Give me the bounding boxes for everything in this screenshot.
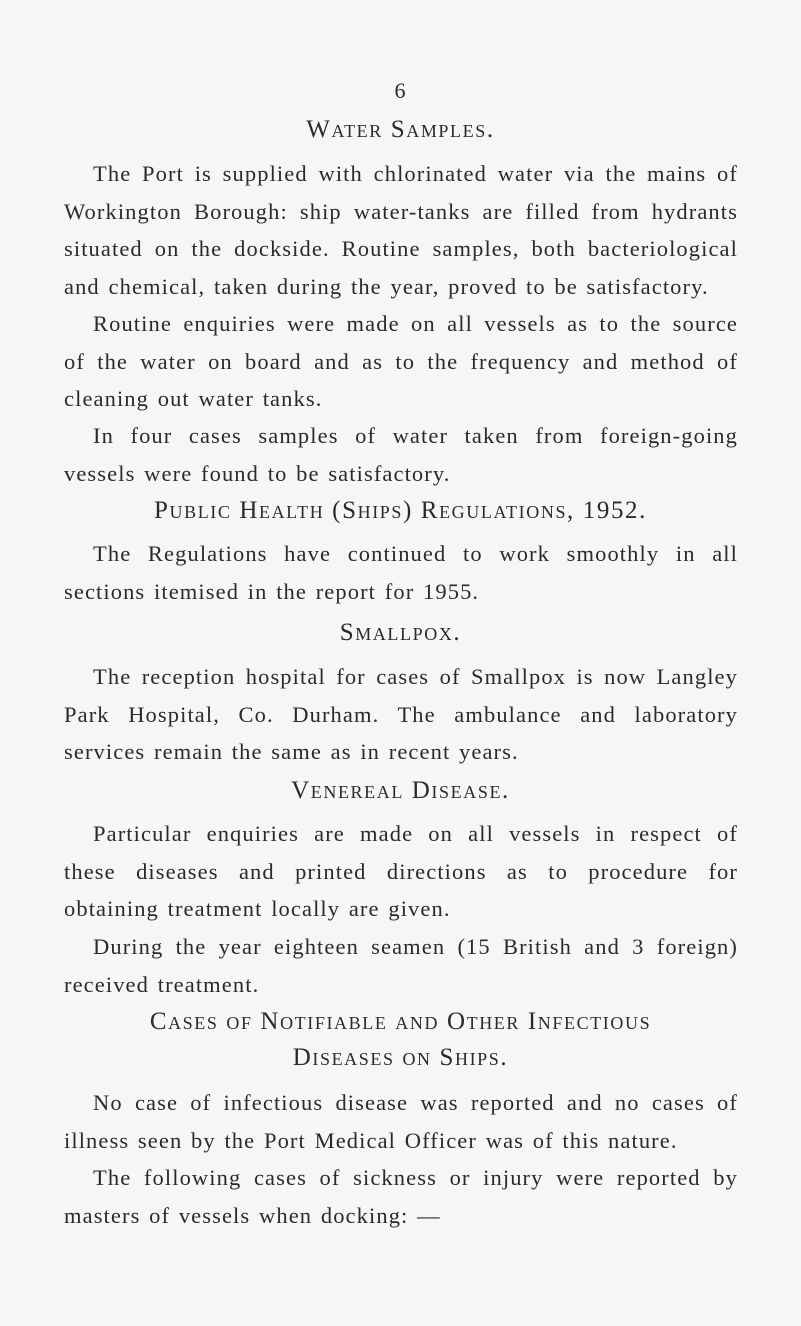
- paragraph-venereal-enquiries: Particular enquiries are made on all vessels in respect of these diseases and printed directions as to procedure for obtaining treatment locally are given.: [64, 821, 738, 921]
- paragraph-no-infectious-cases: No case of infectious disease was reported and no cases of illness seen by the Port Medical Officer was of this nature.: [64, 1090, 738, 1153]
- paragraph-smallpox: The reception hospital for cases of Smallpox is now Langley Park Hospital, Co. Durham. The ambulance and laboratory services remain the same as in recent years.: [64, 664, 738, 764]
- paragraph-regulations: The Regulations have continued to work smoothly in all sections itemised in the report for 1955.: [64, 541, 738, 604]
- heading-smallpox: Smallpox.: [339, 619, 462, 646]
- page-number: 6: [394, 78, 407, 103]
- paragraph-sickness-reports: The following cases of sickness or injury were reported by masters of vessels when docking: —: [64, 1165, 738, 1228]
- paragraph-water-supply: The Port is supplied with chlorinated water via the mains of Workington Borough: ship water-tanks are filled from hydrants situated on the dockside. Routine samples, both bacteriological and chemical, taken during the year, proved to be satisfactory.: [64, 161, 738, 299]
- heading-public-health-regulations: Public Health (Ships) Regulations, 1952.: [153, 497, 648, 524]
- paragraph-seamen-treatment: During the year eighteen seamen (15 British and 3 foreign) received treatment.: [64, 934, 738, 997]
- heading-notifiable-diseases-line2: Diseases on Ships.: [292, 1044, 509, 1071]
- paragraph-routine-enquiries: Routine enquiries were made on all vessels as to the source of the water on board and as to the frequency and method of cleaning out water tanks.: [64, 311, 738, 411]
- paragraph-foreign-samples: In four cases samples of water taken from foreign-going vessels were found to be satisfactory.: [64, 423, 738, 486]
- heading-notifiable-diseases-line1: Cases of Notifiable and Other Infectious: [149, 1008, 652, 1035]
- heading-venereal-disease: Venereal Disease.: [291, 777, 510, 804]
- heading-water-samples: Water Samples.: [306, 116, 495, 143]
